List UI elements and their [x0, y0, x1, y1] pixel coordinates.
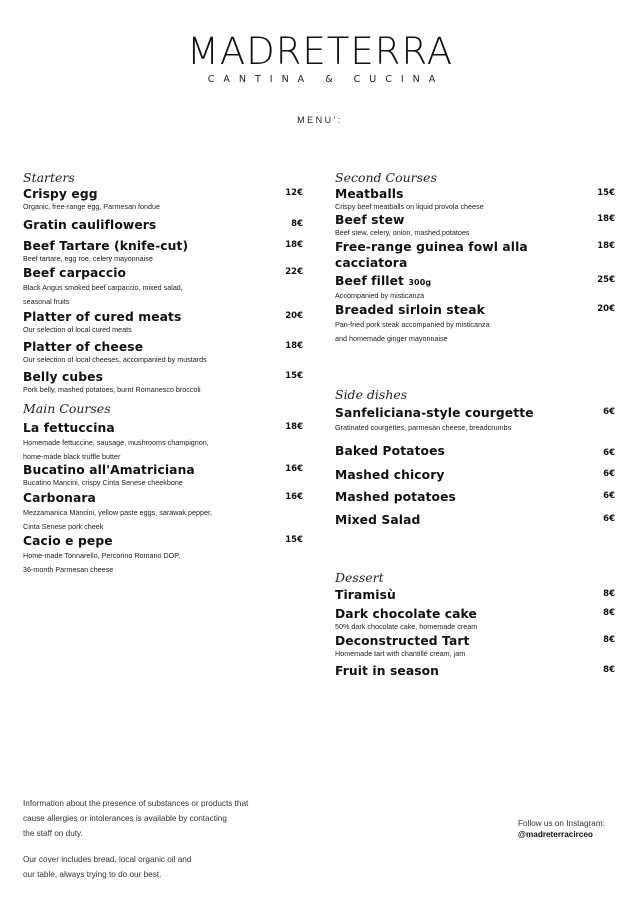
footer-notes: [23, 796, 313, 893]
menu-item: [23, 238, 303, 264]
menu-item: [335, 212, 615, 238]
item-name: Mashed chicory: [335, 468, 445, 482]
item-name: Platter of cheese: [23, 340, 144, 354]
allergy-line: the staff on duty.: [23, 829, 83, 838]
item-price: 8€: [603, 589, 615, 599]
section-title-side-dishes: Side dishes: [335, 387, 408, 402]
menu-item: [335, 405, 615, 435]
menu-item: [335, 302, 615, 346]
side-dishes-section: [335, 387, 615, 528]
item-description: Organic, free-range egg, Parmesan fondue: [23, 202, 161, 211]
item-name-row: [335, 273, 615, 291]
item-weight: 300g: [408, 278, 432, 287]
item-description: Accompanied by misticanza: [335, 291, 425, 300]
menu-item: [335, 443, 615, 459]
item-price: 16€: [285, 464, 303, 474]
menu-item: [335, 186, 615, 212]
second-courses-section: [335, 170, 615, 346]
item-description: Pan-fried pork steak accompanied by misticanza: [335, 320, 490, 329]
item-description: Beef tartare, egg roe, celery mayonnaise: [23, 254, 153, 263]
item-name: Mashed potatoes: [335, 490, 456, 504]
item-name: Gratin cauliflowers: [23, 218, 157, 232]
item-price: 6€: [603, 469, 615, 479]
item-description-line-2: home-made black truffle butter: [23, 452, 121, 461]
item-name: Deconstructed Tart: [335, 634, 470, 648]
brand-subtitle: CANTINA & CUCINA: [207, 74, 445, 85]
menu-item: [23, 462, 303, 488]
menu-item: [23, 186, 303, 212]
item-price: 18€: [597, 214, 615, 224]
item-price: 6€: [603, 448, 615, 458]
item-description: Beef stew, celery, onion, mashed potatoes: [335, 228, 470, 237]
item-name: Beef Tartare (knife-cut): [23, 239, 189, 253]
item-name: Beef carpaccio: [23, 266, 127, 280]
item-name: Beef stew: [335, 213, 405, 227]
item-price: 18€: [285, 341, 303, 351]
item-price: 15€: [285, 535, 303, 545]
item-description: Gratinated courgettes, parmesan cheese, breadcrumbs: [335, 423, 512, 432]
item-name: Tiramisù: [335, 588, 396, 602]
item-description: Homemade fettuccine, sausage, mushrooms champignon,: [23, 438, 209, 447]
item-description: Our selection of local cured meats: [23, 325, 132, 334]
cover-line: Our cover includes bread, local organic oil and: [23, 855, 192, 864]
item-name: Free-range guinea fowl alla: [335, 240, 528, 254]
item-price: 16€: [285, 492, 303, 502]
item-description: Mezzamanica Mancini, yellow paste eggs, sarawak pepper,: [23, 508, 212, 517]
item-price: 20€: [285, 311, 303, 321]
menu-item: [23, 217, 303, 233]
instagram-label: Follow us on Instagram:: [518, 819, 605, 828]
menu-item: [335, 489, 615, 505]
section-title-dessert: Dessert: [335, 570, 384, 585]
item-price: 20€: [597, 304, 615, 314]
starters-section: [23, 170, 303, 395]
item-description-line-2: 36-month Parmesan cheese: [23, 565, 114, 574]
menu-item: [23, 533, 303, 577]
item-name: Dark chocolate cake: [335, 607, 477, 621]
menu-item: [335, 587, 615, 603]
menu-item: [23, 420, 303, 464]
item-price: 8€: [603, 635, 615, 645]
item-name: La fettuccina: [23, 421, 115, 435]
item-name: Belly cubes: [23, 370, 104, 384]
menu-item: [23, 369, 303, 395]
menu-item: [335, 239, 615, 271]
item-description: Bucatino Mancini, crispy Cinta Senese cheekbone: [23, 478, 183, 487]
item-description: Our selection of local cheeses, accompanied by mustards: [23, 355, 207, 364]
instagram-block: [518, 818, 638, 840]
menu-item: [335, 273, 615, 301]
cover-notice: [23, 852, 313, 882]
item-description: Black Angus smoked beef carpaccio, mixed salad,: [23, 283, 183, 292]
menu-item: [335, 663, 615, 679]
menu-item: [23, 339, 303, 365]
item-name: Crispy egg: [23, 187, 98, 201]
allergy-notice: [23, 796, 313, 841]
item-name: Breaded sirloin steak: [335, 303, 485, 317]
cover-line: our table, always trying to do our best.: [23, 870, 162, 879]
item-price: 6€: [603, 407, 615, 417]
item-description: 50% dark chocolate cake, homemade cream: [335, 622, 478, 631]
brand-header: [0, 30, 640, 85]
dessert-section: [335, 570, 615, 679]
item-price: 6€: [603, 491, 615, 501]
item-name: Cacio e pepe: [23, 534, 113, 548]
menu-item: [335, 467, 615, 483]
item-name: Fruit in season: [335, 664, 440, 678]
item-price: 18€: [285, 240, 303, 250]
item-name: Bucatino all'Amatriciana: [23, 463, 195, 477]
item-price: 18€: [597, 241, 615, 251]
item-price: 8€: [603, 608, 615, 618]
item-name: Meatballs: [335, 187, 404, 201]
item-name: Baked Potatoes: [335, 444, 445, 458]
section-title-second-courses: Second Courses: [335, 170, 437, 185]
item-price: 12€: [285, 188, 303, 198]
item-price: 15€: [285, 371, 303, 381]
menu-item: [23, 490, 303, 534]
item-price: 15€: [597, 188, 615, 198]
item-description-line-2: seasonal fruits: [23, 297, 70, 306]
item-name: Platter of cured meats: [23, 310, 182, 324]
section-title-starters: Starters: [23, 170, 75, 185]
menu-item: [23, 309, 303, 335]
item-description-line-2: and homemade ginger mayonnaise: [335, 334, 448, 343]
item-price: 25€: [597, 275, 615, 285]
item-description: Pork belly, mashed potatoes, burnt Romanesco broccoli: [23, 385, 201, 394]
menu-label: MENU':: [297, 115, 343, 125]
menu-item: [335, 606, 615, 632]
item-description-line-2: Cinta Senese pork cheek: [23, 522, 104, 531]
item-description: Home-made Tonnarello, Percorino Romano DOP,: [23, 551, 181, 560]
instagram-handle[interactable]: @madreterracirceo: [518, 830, 593, 839]
main-courses-section: [23, 401, 303, 577]
item-price: 8€: [291, 219, 303, 229]
allergy-line: cause allergies or intolerances is available by contacting: [23, 814, 227, 823]
item-name: Beef fillet: [335, 274, 404, 288]
item-name: Mixed Salad: [335, 513, 421, 527]
section-title-main-courses: Main Courses: [23, 401, 111, 416]
allergy-line: Information about the presence of substances or products that: [23, 799, 249, 808]
item-price: 18€: [285, 422, 303, 432]
item-name: Sanfeliciana-style courgette: [335, 406, 534, 420]
item-description: Crispy beef meatballs on liquid provola cheese: [335, 202, 484, 211]
item-name-line-2: cacciatora: [335, 256, 408, 270]
item-price: 22€: [285, 267, 303, 277]
menu-item: [335, 633, 615, 659]
item-description: Homemade tart with chantillé cream, jam: [335, 649, 466, 658]
item-price: 8€: [603, 665, 615, 675]
brand-logo-name: MADRETERRA: [186, 30, 454, 73]
menu-item: [23, 265, 303, 309]
menu-item: [335, 512, 615, 528]
item-price: 6€: [603, 514, 615, 524]
item-name: Carbonara: [23, 491, 96, 505]
